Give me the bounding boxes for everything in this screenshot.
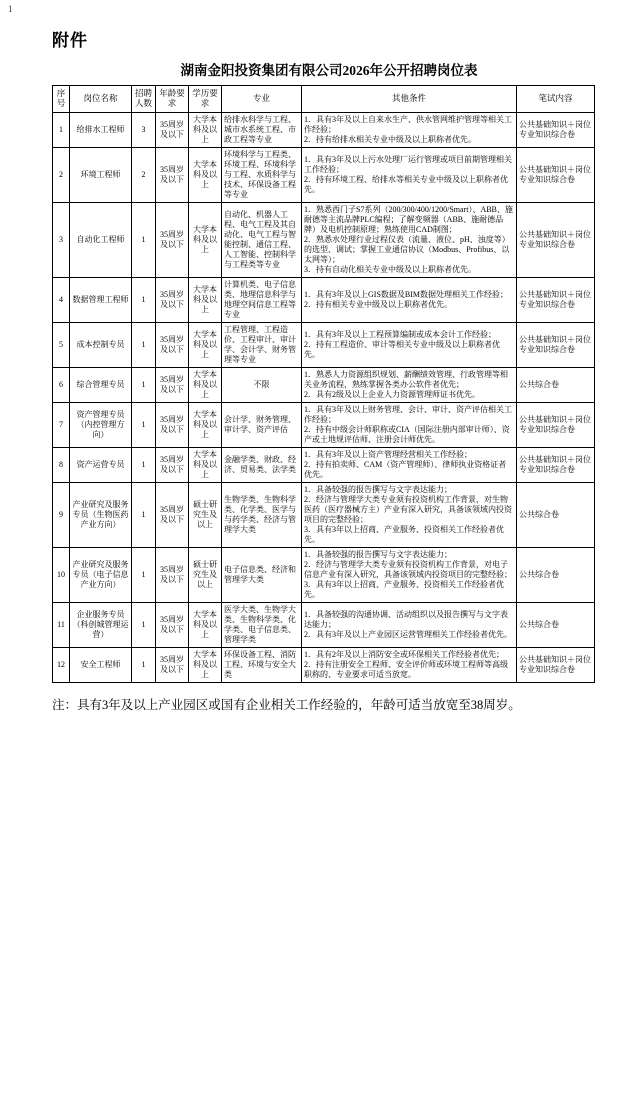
cell-seq: 2 bbox=[53, 147, 70, 202]
cell-post-name: 综合管理专员 bbox=[70, 367, 132, 402]
cell-other-conditions bbox=[302, 367, 517, 402]
cell-other-conditions bbox=[302, 647, 517, 682]
cell-major: 环境科学与工程类、环境工程、环境科学与工程、水质科学与技术、环保设备工程等专业 bbox=[222, 147, 302, 202]
cell-education-requirement: 大学本科及以上 bbox=[189, 322, 222, 367]
cell-major: 环保设备工程、消防工程、环境与安全大类 bbox=[222, 647, 302, 682]
cell-education-requirement: 硕士研究生及以上 bbox=[189, 482, 222, 547]
other-condition-line: 1．具备较强的报告撰写与文字表达能力； bbox=[304, 549, 452, 559]
cell-exam-content: 公共基础知识＋岗位专业知识综合卷 bbox=[517, 202, 595, 277]
cell-other-conditions bbox=[302, 547, 517, 602]
cell-post-name: 环境工程师 bbox=[70, 147, 132, 202]
cell-other-conditions bbox=[302, 202, 517, 277]
cell-exam-content: 公共基础知识＋岗位专业知识综合卷 bbox=[517, 112, 595, 147]
cell-education-requirement: 大学本科及以上 bbox=[189, 402, 222, 447]
cell-other-conditions bbox=[302, 402, 517, 447]
cell-headcount: 1 bbox=[132, 277, 156, 322]
cell-major: 医学大类、生物学大类、生物科学类、化学类、电子信息类、管理学类 bbox=[222, 602, 302, 647]
cell-age-requirement: 35周岁及以下 bbox=[156, 547, 189, 602]
other-condition-line: 1．具备较强的报告撰写与文字表达能力； bbox=[304, 484, 452, 494]
cell-major: 金融学类、财政、经济、贸易类、法学类 bbox=[222, 447, 302, 482]
other-condition-line: 1．具有3年及以上财务管理、会计、审计、资产评估相关工作经验； bbox=[304, 404, 512, 424]
cell-post-name: 自动化工程师 bbox=[70, 202, 132, 277]
cell-exam-content: 公共综合卷 bbox=[517, 547, 595, 602]
cell-age-requirement: 35周岁及以下 bbox=[156, 447, 189, 482]
other-condition-line: 1．熟悉西门子S7系列（200/300/400/1200/Smart）、ABB、施耐德等主流品牌PLC编程；了解变频器（ABB、施耐德品牌）及电机控制原理；熟练使用CAD制图； bbox=[304, 204, 513, 234]
cell-post-name: 产业研究及服务专员（电子信息产业方向） bbox=[70, 547, 132, 602]
cell-age-requirement: 35周岁及以下 bbox=[156, 147, 189, 202]
other-condition-line: 1．具有3年及以上工程预算编制或成本会计工作经验； bbox=[304, 329, 496, 339]
cell-post-name: 资产运营专员 bbox=[70, 447, 132, 482]
cell-headcount: 1 bbox=[132, 322, 156, 367]
other-condition-line: 1．具有3年及以上自来水生产、供水管网维护管理等相关工作经验； bbox=[304, 114, 512, 134]
cell-headcount: 1 bbox=[132, 202, 156, 277]
cell-age-requirement: 35周岁及以下 bbox=[156, 402, 189, 447]
cell-post-name: 成本控制专员 bbox=[70, 322, 132, 367]
other-condition-line: 2．经济与管理学大类专业须有投资机构工作背景，对电子信息产业有深入研究，具备该领域内投资项目的完整经验； bbox=[304, 559, 512, 579]
other-condition-line: 2．持有拍卖师、CAM（资产管理师）、律师执业资格证者优先。 bbox=[304, 459, 507, 479]
cell-post-name: 安全工程师 bbox=[70, 647, 132, 682]
cell-education-requirement: 大学本科及以上 bbox=[189, 647, 222, 682]
cell-other-conditions bbox=[302, 602, 517, 647]
column-header-exam: 笔试内容 bbox=[517, 86, 595, 113]
cell-other-conditions bbox=[302, 277, 517, 322]
cell-major: 自动化、机器人工程、电气工程及其自动化、电气工程与智能控制、通信工程、人工智能、控制科学与工程类等专业 bbox=[222, 202, 302, 277]
cell-headcount: 1 bbox=[132, 482, 156, 547]
other-condition-line: 1．具有3年及以上GIS数据及BIM数据处理相关工作经验； bbox=[304, 289, 509, 299]
note-text: 注：具有3年及以上产业园区或国有企业相关工作经验的，年龄可适当放宽至38周岁。 bbox=[52, 697, 521, 712]
page-title: 湖南金阳投资集团有限公司2026年公开招聘岗位表 bbox=[180, 63, 478, 78]
cell-education-requirement: 大学本科及以上 bbox=[189, 112, 222, 147]
cell-exam-content: 公共基础知识＋岗位专业知识综合卷 bbox=[517, 647, 595, 682]
cell-seq: 5 bbox=[53, 322, 70, 367]
table-header-row bbox=[53, 86, 595, 113]
table-row bbox=[53, 402, 595, 447]
cell-seq: 12 bbox=[53, 647, 70, 682]
cell-age-requirement: 35周岁及以下 bbox=[156, 602, 189, 647]
cell-headcount: 2 bbox=[132, 147, 156, 202]
cell-major: 计算机类、电子信息类、地理信息科学与地理空间信息工程等专业 bbox=[222, 277, 302, 322]
cell-seq: 9 bbox=[53, 482, 70, 547]
other-condition-line: 3．持有自动化相关专业中级及以上职称者优先。 bbox=[304, 264, 476, 274]
cell-age-requirement: 35周岁及以下 bbox=[156, 482, 189, 547]
cell-exam-content: 公共基础知识＋岗位专业知识综合卷 bbox=[517, 147, 595, 202]
other-condition-line: 1．具备较强的沟通协调、活动组织以及报告撰写与文字表达能力； bbox=[304, 609, 508, 629]
cell-other-conditions bbox=[302, 322, 517, 367]
table-row bbox=[53, 277, 595, 322]
cell-age-requirement: 35周岁及以下 bbox=[156, 277, 189, 322]
cell-major: 生物学类、生物科学类、化学类、医学与与药学类、经济与管理学大类 bbox=[222, 482, 302, 547]
column-header-age: 年龄要求 bbox=[156, 86, 189, 113]
cell-other-conditions bbox=[302, 447, 517, 482]
cell-exam-content: 公共基础知识＋岗位专业知识综合卷 bbox=[517, 447, 595, 482]
cell-education-requirement: 大学本科及以上 bbox=[189, 147, 222, 202]
cell-headcount: 1 bbox=[132, 447, 156, 482]
cell-age-requirement: 35周岁及以下 bbox=[156, 112, 189, 147]
cell-seq: 10 bbox=[53, 547, 70, 602]
cell-seq: 6 bbox=[53, 367, 70, 402]
cell-other-conditions bbox=[302, 482, 517, 547]
cell-exam-content: 公共综合卷 bbox=[517, 367, 595, 402]
cell-post-name: 给排水工程师 bbox=[70, 112, 132, 147]
other-condition-line: 2．持有给排水相关专业中级及以上职称者优先。 bbox=[304, 134, 476, 144]
cell-seq: 4 bbox=[53, 277, 70, 322]
cell-headcount: 1 bbox=[132, 367, 156, 402]
cell-seq: 3 bbox=[53, 202, 70, 277]
table-row bbox=[53, 147, 595, 202]
column-header-edu: 学历要求 bbox=[189, 86, 222, 113]
cell-post-name: 产业研究及服务专员（生物医药产业方向） bbox=[70, 482, 132, 547]
cell-major: 电子信息类、经济和管理学大类 bbox=[222, 547, 302, 602]
other-condition-line: 2．持有环境工程、给排水等相关专业中级及以上职称者优先。 bbox=[304, 174, 508, 194]
cell-seq: 7 bbox=[53, 402, 70, 447]
attachment-label: 附件 bbox=[52, 31, 88, 50]
column-header-other: 其他条件 bbox=[302, 86, 517, 113]
other-condition-line: 2．经济与管理学大类专业须有投资机构工作背景，对生物医药（医疗器械方主）产业有深入研究，具备该领域内投资项目的完整经验； bbox=[304, 494, 512, 524]
cell-seq: 8 bbox=[53, 447, 70, 482]
table-row bbox=[53, 647, 595, 682]
job-positions-table bbox=[52, 85, 595, 683]
table-row bbox=[53, 322, 595, 367]
column-header-post: 岗位名称 bbox=[70, 86, 132, 113]
other-condition-line: 2．持有注册安全工程师、安全评价师或环境工程师等高级职称的、专业要求可适当放宽。 bbox=[304, 659, 508, 679]
cell-headcount: 1 bbox=[132, 402, 156, 447]
table-row bbox=[53, 367, 595, 402]
cell-exam-content: 公共基础知识＋岗位专业知识综合卷 bbox=[517, 277, 595, 322]
cell-seq: 1 bbox=[53, 112, 70, 147]
cell-headcount: 1 bbox=[132, 647, 156, 682]
cell-education-requirement: 大学本科及以上 bbox=[189, 202, 222, 277]
cell-education-requirement: 大学本科及以上 bbox=[189, 602, 222, 647]
cell-age-requirement: 35周岁及以下 bbox=[156, 202, 189, 277]
table-row bbox=[53, 482, 595, 547]
table-row bbox=[53, 602, 595, 647]
cell-age-requirement: 35周岁及以下 bbox=[156, 647, 189, 682]
column-header-major: 专业 bbox=[222, 86, 302, 113]
cell-headcount: 1 bbox=[132, 602, 156, 647]
table-row bbox=[53, 202, 595, 277]
column-header-num: 招聘人数 bbox=[132, 86, 156, 113]
cell-exam-content: 公共基础知识＋岗位专业知识综合卷 bbox=[517, 402, 595, 447]
other-condition-line: 2．具有3年及以上产业园区运营管理相关工作经验者优先。 bbox=[304, 629, 512, 639]
other-condition-line: 1．具有3年及以上资产管理经营相关工作经验； bbox=[304, 449, 472, 459]
cell-education-requirement: 大学本科及以上 bbox=[189, 447, 222, 482]
cell-post-name: 企业服务专员（科创城管理运营） bbox=[70, 602, 132, 647]
cell-post-name: 数据管理工程师 bbox=[70, 277, 132, 322]
cell-age-requirement: 35周岁及以下 bbox=[156, 322, 189, 367]
other-condition-line: 2．持有相关专业中级及以上职称者优先。 bbox=[304, 299, 452, 309]
cell-education-requirement: 大学本科及以上 bbox=[189, 367, 222, 402]
cell-post-name: 资产管理专员（内控管理方向） bbox=[70, 402, 132, 447]
cell-exam-content: 公共综合卷 bbox=[517, 602, 595, 647]
other-condition-line: 2．具有2级及以上企业人力资源管理师证书优先。 bbox=[304, 389, 480, 399]
other-condition-line: 1．具有2年及以上消防安全或环保相关工作经验者优先； bbox=[304, 649, 504, 659]
other-condition-line: 1．熟悉人力资源组织规划、薪酬绩效管理、行政管理等相关业务流程，熟练掌握各类办公软件者优先； bbox=[304, 369, 508, 389]
other-condition-line: 2．熟悉水处理行业过程仪表（流量、液位、pH、浊度等）的选型、调试；掌握工业通信协议（Modbus、Profibus、以太网等）； bbox=[304, 234, 510, 264]
cell-major: 工程管理、工程造价、工程审计、审计学、会计学、财务管理等专业 bbox=[222, 322, 302, 367]
table-row bbox=[53, 547, 595, 602]
cell-headcount: 3 bbox=[132, 112, 156, 147]
other-condition-line: 1．具有3年及以上污水处理厂运行管理或项目前期管理相关工作经验； bbox=[304, 154, 512, 174]
other-condition-line: 3．具有3年以上招商、产业服务、投资相关工作经验者优先。 bbox=[304, 524, 504, 544]
cell-major: 不限 bbox=[222, 367, 302, 402]
cell-exam-content: 公共综合卷 bbox=[517, 482, 595, 547]
cell-education-requirement: 大学本科及以上 bbox=[189, 277, 222, 322]
other-condition-line: 2．持有工程造价、审计等相关专业中级及以上职称者优先。 bbox=[304, 339, 500, 359]
table-row bbox=[53, 112, 595, 147]
cell-other-conditions bbox=[302, 112, 517, 147]
cell-major: 给排水科学与工程、城市水系统工程、市政工程等专业 bbox=[222, 112, 302, 147]
cell-other-conditions bbox=[302, 147, 517, 202]
page-number: 1 bbox=[8, 4, 13, 14]
cell-age-requirement: 35周岁及以下 bbox=[156, 367, 189, 402]
cell-exam-content: 公共基础知识＋岗位专业知识综合卷 bbox=[517, 322, 595, 367]
cell-major: 会计学、财务管理、审计学、资产评估 bbox=[222, 402, 302, 447]
cell-headcount: 1 bbox=[132, 547, 156, 602]
other-condition-line: 3．具有3年以上招商、产业服务、投资相关工作经验者优先。 bbox=[304, 579, 504, 599]
cell-seq: 11 bbox=[53, 602, 70, 647]
other-condition-line: 2．持有中级会计师职称或CIA（国际注册内部审计师）、资产或土地规评估师、注册会计师优先。 bbox=[304, 424, 510, 444]
column-header-seq: 序号 bbox=[53, 86, 70, 113]
cell-education-requirement: 硕士研究生及以上 bbox=[189, 547, 222, 602]
table-row bbox=[53, 447, 595, 482]
